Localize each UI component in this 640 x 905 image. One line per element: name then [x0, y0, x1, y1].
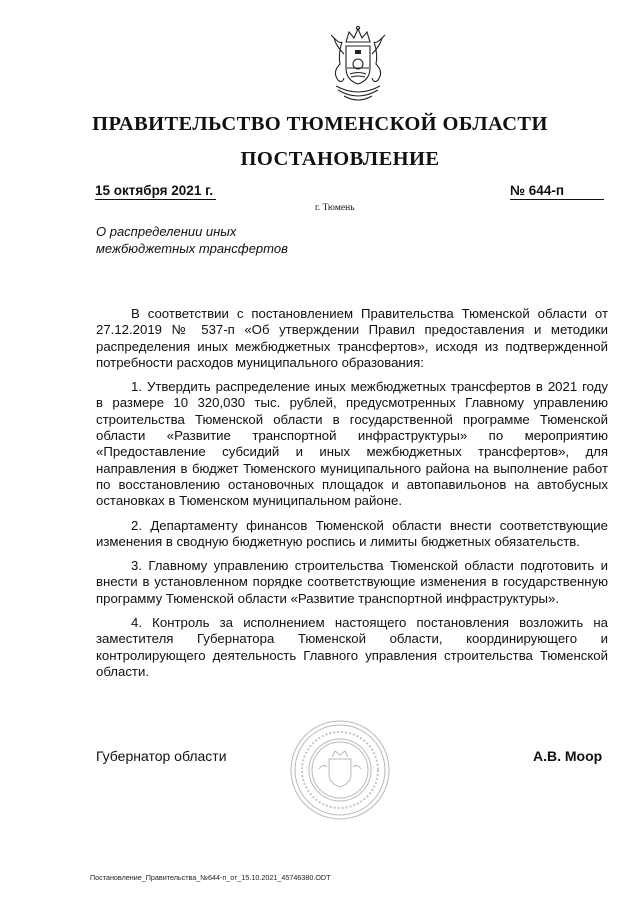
document-number: № 644-п [510, 183, 604, 200]
official-seal-icon [289, 719, 391, 821]
coat-of-arms-icon [314, 24, 402, 108]
signer-position: Губернатор области [96, 748, 227, 764]
organization-title: ПРАВИТЕЛЬСТВО ТЮМЕНСКОЙ ОБЛАСТИ [92, 113, 548, 135]
clause-3: 3. Главному управлению строительства Тюменской области подготовить и внести в установленном порядке соответствующие изменения в государственную программу Тюменской области «Развитие транспортной инфраструктуры». [96, 558, 608, 606]
clause-4: 4. Контроль за исполнением настоящего постановления возложить на заместителя Губернатора Тюменской области, координирующего и контролирующего деятельность Главного управления строительства Тюменской области. [96, 615, 608, 679]
document-type: ПОСТАНОВЛЕНИЕ [240, 148, 440, 170]
document-subject [96, 223, 288, 257]
document-city: г. Тюмень [315, 203, 355, 213]
clause-2: 2. Департаменту финансов Тюменской области внести соответствующие изменения в сводную бюджетную роспись и лимиты бюджетных обязательств. [96, 517, 608, 549]
clause-1: 1. Утвердить распределение иных межбюджетных трансфертов в 2021 году в размере 10 320,030 тыс. рублей, предусмотренных Главному управлению строительства Тюменской области в государственной программе Тюменской области «Развитие транспортной инфраструктуры» по мероприятию «Предоставление субсидий и иных межбюджетных трансфертов», для направления в бюджет Тюменского муниципального района на выполнение работ по восстановлению остановочных площадок и автопавильонов на автобусных остановках в Тюменском муниципальном районе. [96, 379, 608, 509]
signer-name: А.В. Моор [533, 748, 603, 764]
document-body [96, 306, 608, 688]
subject-line-2: межбюджетных трансфертов [96, 241, 288, 256]
preamble-paragraph: В соответствии с постановлением Правительства Тюменской области от 27.12.2019 № 537-п «Об утверждении Правил предоставления и методики распределения иных межбюджетных трансфертов», исходя из подтвержденной потребности расходов муниципального образования: [96, 306, 608, 370]
footer-filename: Постановление_Правительства_№644-п_от_15.10.2021_45746380.ODT [90, 873, 331, 882]
document-date: 15 октября 2021 г. [95, 183, 216, 200]
subject-line-1: О распределении иных [96, 224, 237, 239]
